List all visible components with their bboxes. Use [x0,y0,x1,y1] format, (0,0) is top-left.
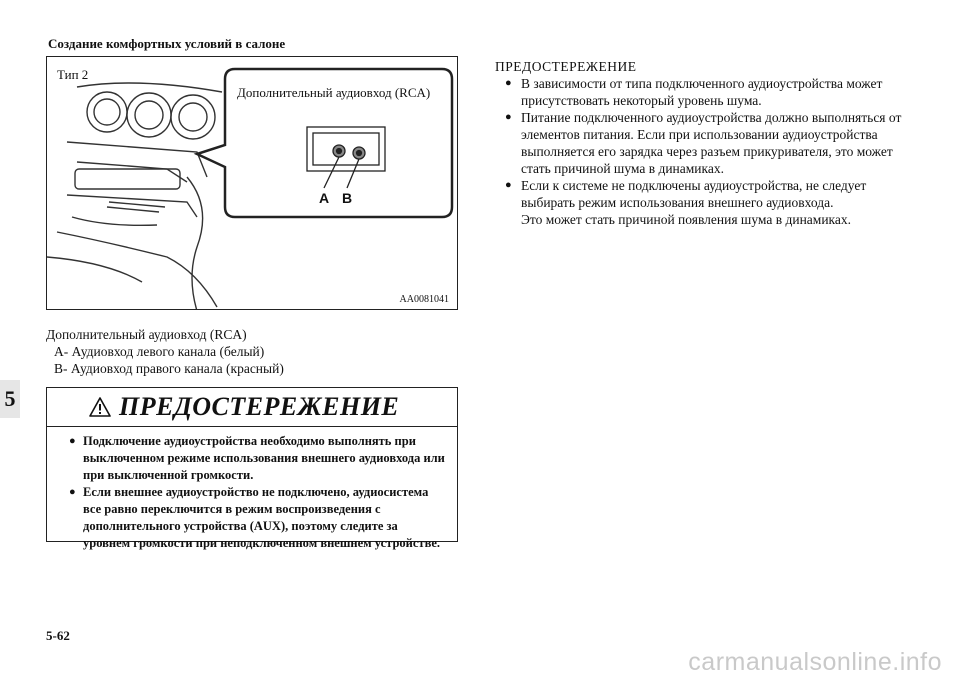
caution-heading: ПРЕДОСТЕРЕЖЕНИЕ [495,59,637,74]
figure-image-code: AA0081041 [399,294,449,305]
caution-item: ● Питание подключенного аудиоустройства должно выполняться от элементов питания. Если при использовании аудиоустройства выполняется его зарядка через разъем прикуривателя, это может стать причиной шума в динамиках. [505,109,915,177]
caution-item: ● В зависимости от типа подключенного аудиоустройства может присутствовать некоторый уровень шума. [505,75,915,109]
caution-item: ● Если к системе не подключены аудиоустройства, не следует выбирать режим использования внешнего аудиовхода. Это может стать причиной появления шума в динамиках. [505,177,915,228]
figure-caption [46,326,284,377]
page-number: 5-62 [46,628,70,643]
caution-section [495,58,915,228]
warning-item: ● Если внешнее аудиоустройство не подключено, аудиосистема все равно переключится в режим воспроизведения с дополнительного устройства (AUX), поэтому следите за уровнем громкости при неподключенном внешнем устройстве. [69,484,447,552]
jack-b-label: B [342,190,353,206]
figure-callout-label: Дополнительный аудиовход (RCA) [237,85,431,100]
caption-title: Дополнительный аудиовход (RCA) [46,327,247,342]
warning-box [46,387,458,550]
jack-a-label: A [319,190,330,206]
warning-item: ● Подключение аудиоустройства необходимо выполнять при выключенном режиме использования внешнего аудиовхода или при выключенной громкости. [69,433,447,484]
caption-item-b: B- Аудиовход правого канала (красный) [54,361,284,376]
warning-header [47,388,457,427]
warning-list [47,427,457,552]
caption-item-a: A- Аудиовход левого канала (белый) [54,344,265,359]
figure-type-label: Тип 2 [57,67,89,82]
warning-title: ПРЕДОСТЕРЕЖЕНИЕ [119,392,400,421]
chapter-tab: 5 [0,380,20,418]
warning-triangle-icon [89,397,111,417]
section-title: Создание комфортных условий в салоне [48,36,286,51]
caution-list [495,75,915,228]
figure-aux-input [46,56,458,310]
watermark: carmanualsonline.info [688,648,942,676]
